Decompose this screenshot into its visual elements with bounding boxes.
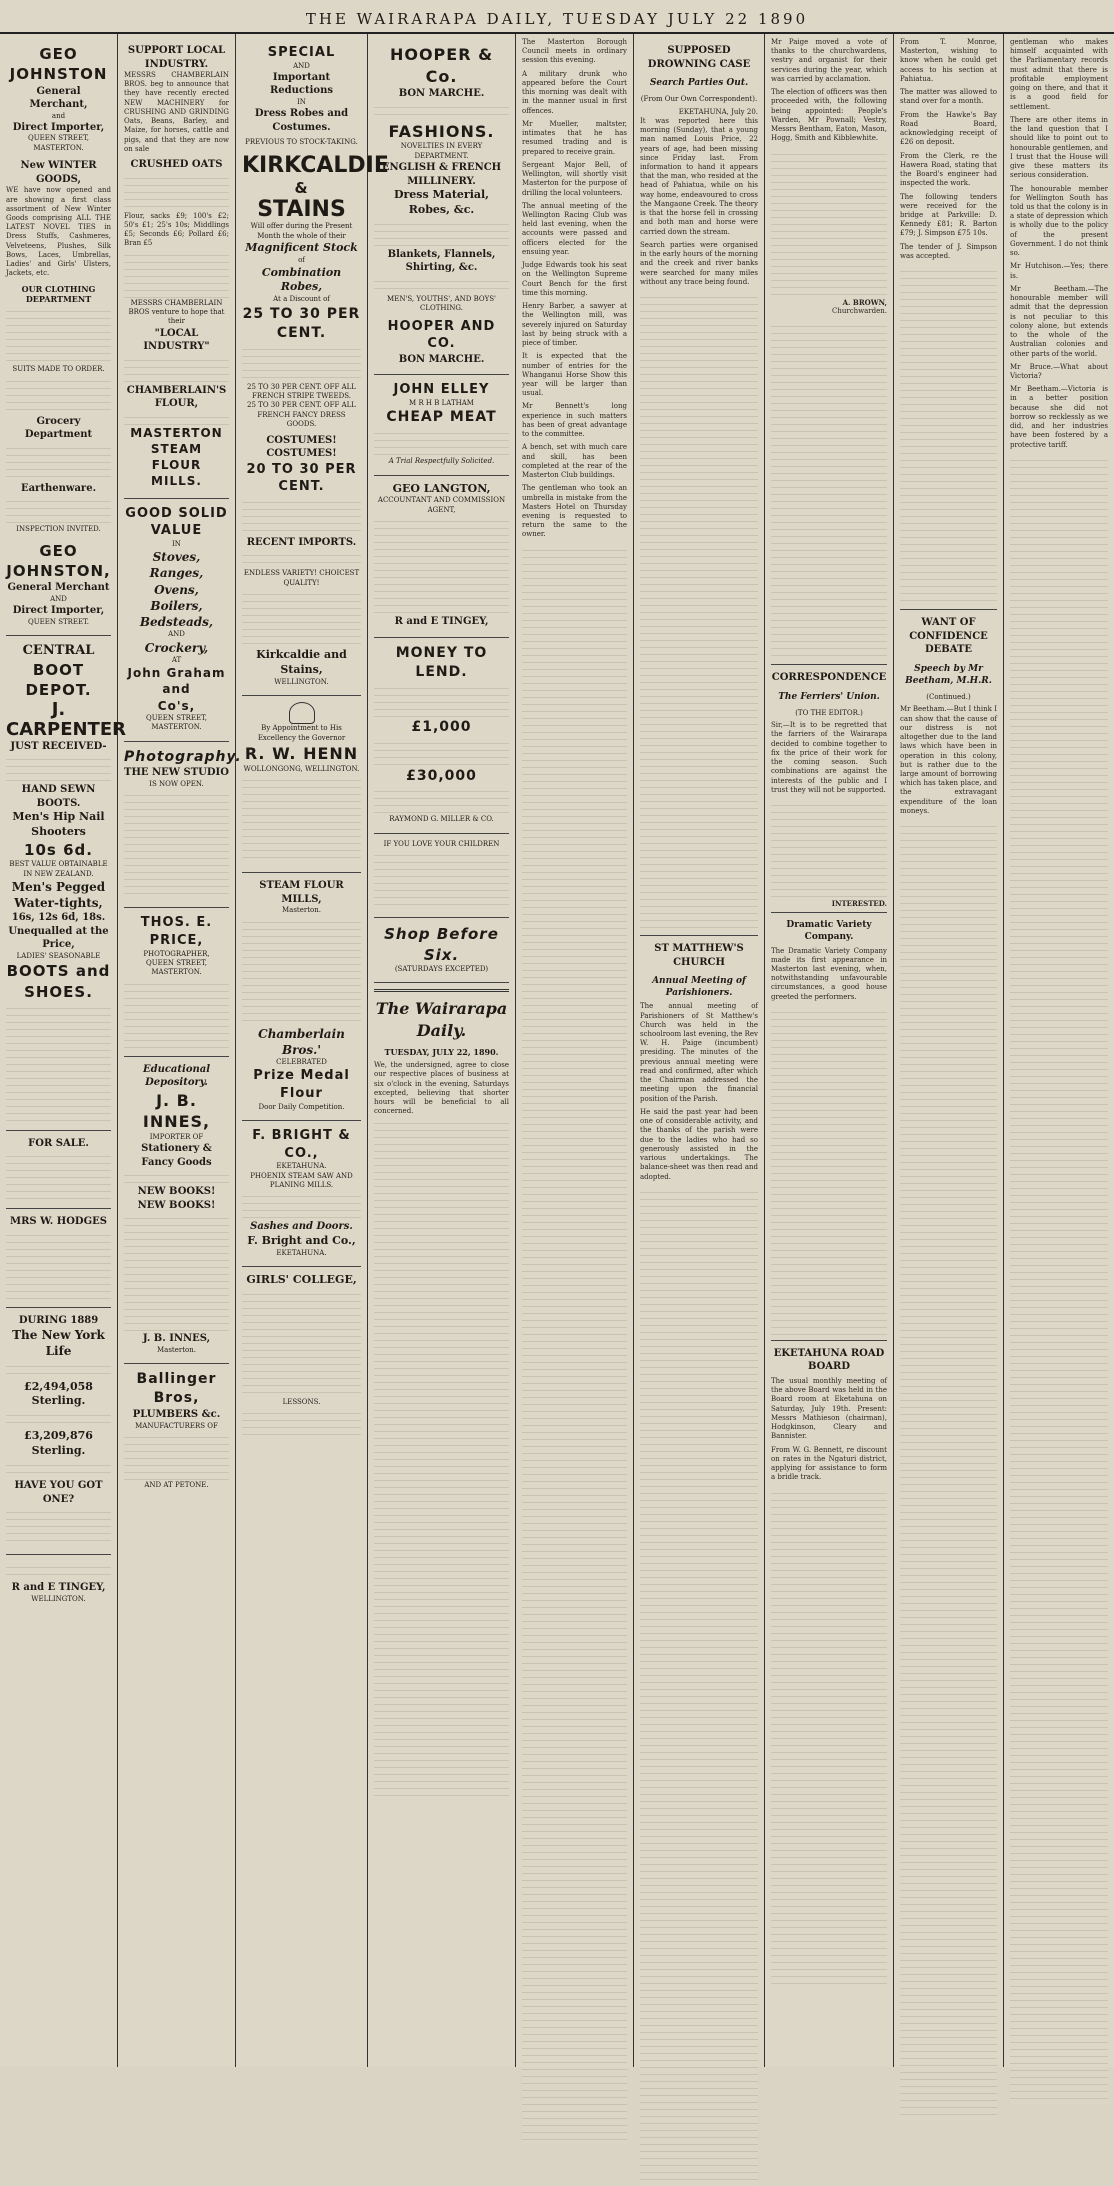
masthead <box>0 0 1114 34</box>
ad-line: (SATURDAYS EXCEPTED) <box>394 964 489 973</box>
ad-line: BOOT DEPOT. <box>25 660 92 699</box>
text-block <box>124 789 229 899</box>
news-paragraph: From T. Monroe, Masterton, wishing to know when he could get access to his section at Pahiatua. <box>900 38 997 83</box>
news-paragraph: Sergeant Major Bell, of Wellington, will shortly visit Masterton for the purpose of drilling the local volunteers. <box>522 160 627 197</box>
ad-line: NEW BOOKS! <box>137 1186 216 1198</box>
text-block <box>6 305 111 365</box>
ad-line: IS NOW OPEN. <box>149 779 204 788</box>
ad-name: THOS. E. PRICE, <box>140 915 213 948</box>
ad-line: QUEEN STREET, MASTERTON. <box>145 958 208 977</box>
column-7 <box>765 34 894 2067</box>
ad-geo-langton <box>374 476 509 638</box>
ad-line: Dress Material, Robes, &c. <box>393 188 490 216</box>
ad-line: LESSONS. <box>282 1398 321 1407</box>
news-paragraph: Mr Beetham.—But I think I can show that the cause of our distress is not altogether due to the land laws which have been in operation in this colony, but is rather due to the large amount of borrowing which has taken place, and the extravagant expenditure of the loan moneys. <box>900 705 997 815</box>
section-headline: CORRESPONDENCE <box>771 672 887 684</box>
ad-line: and <box>51 111 66 120</box>
ad-line: General Merchant <box>7 582 110 594</box>
news-paragraph: Mr Bennett's long experience in such matters has been of great advantage to the committee. <box>522 402 627 439</box>
news-paragraph: The following tenders were received for the bridge at Parkville: D. Kennedy £81; R. Barton £79; J. Simpson £75 10s. <box>900 192 997 238</box>
news-paragraph: From W. G. Bennett, re discount on rates in the Ngaturi district, applying for assistance to form a bridle track. <box>771 1445 887 1482</box>
news-paragraph: Search parties were organised in the early hours of the morning and the creek and river banks were searched for many miles without any trace being found. <box>640 240 758 286</box>
ad-line: QUEEN STREET, <box>145 713 208 722</box>
ad-line: JUST RECEIVED- <box>10 740 107 752</box>
text-block <box>900 820 997 2120</box>
ad-shop-before-six <box>374 918 509 983</box>
news-paragraph: The Masterton Borough Council meets in ordinary session this evening. <box>522 38 627 65</box>
ad-children <box>374 834 509 918</box>
editorial-date: TUESDAY, JULY 22, 1890. <box>384 1047 499 1058</box>
ad-line: GOOD SOLID <box>125 505 228 521</box>
ad-line: WOLLONGONG, WELLINGTON. <box>243 764 360 773</box>
text-block <box>1010 454 1108 2104</box>
news-paragraph: It was reported here this morning (Sunday), that a young man named Louis Price, 22 years of age, had been missing since Friday last. From information to hand it appears that the man, who resided at the head of Pahiatua, while on his way home, endeavoured to cross the Mangaone Creek. The theory is that the horse fell in crossing and both man and horse were carried down the stream. <box>640 116 758 236</box>
ad-line: Ranges, <box>149 566 204 581</box>
ad-line: Dress Robes and Costumes. <box>254 108 349 133</box>
text-block <box>374 101 509 121</box>
divider <box>374 989 509 992</box>
ad-line: STEAM FLOUR MILLS, <box>259 880 344 905</box>
text-block <box>124 354 229 384</box>
divider <box>771 1340 887 1341</box>
ad-line: Direct Importer, <box>12 605 105 617</box>
text-block <box>374 218 509 248</box>
article-subhead: Speech by Mr Beetham, M.H.R. <box>905 663 992 686</box>
ad-geo-johnston <box>6 38 111 636</box>
ad-line: MESSRS CHAMBERLAIN BROS venture to hope that their <box>128 298 225 326</box>
ad-line: WELLINGTON. <box>274 677 329 686</box>
ad-thos-price <box>124 908 229 1056</box>
text-block <box>6 1360 111 1380</box>
ad-line: IF YOU LOVE YOUR CHILDREN <box>383 839 500 848</box>
text-block <box>374 849 509 909</box>
ad-body: WE have now opened and are showing a first class assortment of New Winter Goods comprising ALL THE LATEST NOVEL TIES in Dress Stuffs, Cashmeres, Velveteens, Plushes, Silk Bows, Laces, Umbrellas, Ladies' and Girls' Ulsters, Jackets, etc. <box>6 186 111 278</box>
news-paragraph: Mr Bruce.—What about Victoria? <box>1010 362 1108 380</box>
news-paragraph: Mr Paige moved a vote of thanks to the churchwardens, vestry and organist for their services during the year, which was carried by acclamation. <box>771 38 887 83</box>
news-paragraph: The election of officers was then proceeded with, the following being appointed: People's Warden, Mr Pownall; Vestry, Messrs Bentham, Eaton, Mason, Hogg, Smith and Kibblewhite. <box>771 88 887 143</box>
article-byline: (TO THE EDITOR.) <box>795 708 863 717</box>
ad-name: GEO JOHNSTON, <box>6 541 111 580</box>
ad-jb-innes <box>124 1057 229 1365</box>
text-block <box>124 411 229 425</box>
royal-crest-icon <box>289 702 315 724</box>
ad-line: Educational Depository. <box>142 1063 211 1089</box>
text-block <box>242 1288 361 1398</box>
ad-line: NEW BOOKS! <box>137 1199 216 1211</box>
editorial-body: We, the undersigned, agree to close our respective places of business at six o'clock in the evening, Saturdays excepted, believing that shorter hours will be beneficial to all concerned. <box>374 1061 509 1116</box>
ad-john-elley <box>374 375 509 475</box>
ad-line: Masterton. <box>157 1345 196 1354</box>
ad-line: MASTERTON STEAM <box>130 425 223 457</box>
ad-line: £1,000 <box>411 718 472 735</box>
ad-line: AND AT PETONE. <box>144 1481 209 1490</box>
ad-line: THE NEW STUDIO <box>124 767 229 779</box>
ad-line: MONEY TO LEND. <box>395 644 488 680</box>
ad-new-york-life <box>6 1308 111 1555</box>
ad-f-bright <box>242 1121 361 1267</box>
text-block <box>6 495 111 525</box>
ad-support-local-industry <box>124 38 229 499</box>
ad-line: Combination Robes, <box>261 265 342 294</box>
news-paragraph: gentleman who makes himself acquainted with the Parliamentary records must admit that there is profitable employment going on there, and that it is a good field for settlement. <box>1010 38 1108 111</box>
column-1 <box>0 34 126 2067</box>
ad-line: MEN'S, YOUTHS', AND BOYS' CLOTHING. <box>387 294 496 313</box>
ad-name: R and E TINGEY, <box>394 616 489 628</box>
text-block <box>374 427 509 457</box>
ad-line: Grocery Department <box>24 415 93 441</box>
article-byline: (From Our Own Correspondent). <box>640 95 758 104</box>
column-9 <box>1004 34 1114 2067</box>
text-block <box>374 737 509 767</box>
ad-name: R. W. HENN <box>244 744 359 764</box>
text-block <box>640 291 758 931</box>
ad-line: AND <box>293 61 310 70</box>
ad-john-graham <box>124 499 229 742</box>
text-block <box>771 1487 887 1987</box>
ad-name: Kirkcaldie and Stains, <box>256 648 347 677</box>
news-paragraph: There are other items in the land question that I should like to point out to honourable gentlemen, and I trust that the House will give these matters its serious consideration. <box>1010 115 1108 180</box>
text-block <box>6 1150 111 1200</box>
signature: A. BROWN, <box>842 297 887 307</box>
article-subhead: Search Parties Out. <box>649 78 749 88</box>
text-block <box>124 249 229 299</box>
news-paragraph: Mr Beetham.—Victoria is in a better position because she did not borrow so recklessly as we did, and her industries have been fostered by a protective tariff. <box>1010 385 1108 449</box>
ad-line: 25 TO 30 PER CENT. OFF ALL FRENCH FANCY DRESS GOODS. <box>247 401 356 429</box>
columns <box>0 34 1114 2067</box>
ad-line: NOVELTIES IN EVERY DEPARTMENT. <box>400 142 483 160</box>
news-paragraph: Mr Hutchison.—Yes; there is. <box>1010 262 1108 280</box>
news-paragraph: The honourable member for Wellington South has told us that the colony is in a state of depression which is wholly due to the policy of the present Government. I do not think so. <box>1010 184 1108 258</box>
ad-name: GEO JOHNSTON <box>9 45 108 84</box>
text-block <box>124 978 229 1048</box>
ad-line: SUPPORT LOCAL INDUSTRY. <box>127 45 226 70</box>
article-headline: SUPPOSED DROWNING CASE <box>647 45 751 70</box>
signature: INTERESTED. <box>831 899 887 908</box>
ad-line: Important Reductions <box>269 71 333 97</box>
masthead-title: THE WAIRARAPA DAILY, TUESDAY JULY 22 1890 <box>305 10 809 28</box>
ad-line: The New York Life <box>12 1328 105 1359</box>
ad-line: & <box>294 179 309 198</box>
ad-photography <box>124 742 242 909</box>
ad-line: IN <box>297 97 306 106</box>
signature: Churchwarden. <box>831 306 887 315</box>
news-paragraph: Mr Mueller, maltster, intimates that he has resumed trading and is prepared to receive grain. <box>522 119 627 156</box>
text-block <box>771 799 887 899</box>
news-paragraph: Henry Barber, a sawyer at the Wellington mill, was severely injured on Saturday last by being struck with a piece of timber. <box>522 302 627 348</box>
ad-line: HAND SEWN BOOTS. <box>21 784 96 809</box>
ad-rw-henn <box>242 696 361 873</box>
ad-line: 16s, 12s 6d, 18s. <box>11 912 106 924</box>
ad-name: KIRKCALDIE <box>242 152 389 178</box>
news-paragraph: Judge Edwards took his seat on the Wellington Supreme Court Bench for the first time this morning. <box>522 261 627 297</box>
text-block <box>6 442 111 482</box>
ad-name: GIRLS' COLLEGE, <box>246 1273 357 1287</box>
article-dateline: EKETAHUNA, July 20. <box>678 107 758 116</box>
ad-name: J. B. INNES, <box>142 1333 211 1345</box>
ad-name: STAINS <box>257 197 346 223</box>
news-paragraph: It is expected that the number of entries for the Whanganui Horse Show this year will be larger than usual. <box>522 352 627 398</box>
text-block <box>6 1506 111 1546</box>
ad-line: General Merchant, <box>29 85 88 110</box>
ad-mrs-hodges <box>6 1209 111 1308</box>
ad-line: CRUSHED OATS <box>130 159 223 171</box>
ad-line: Earthenware. <box>20 482 97 494</box>
ad-line: SUITS MADE TO ORDER. <box>12 365 105 374</box>
text-block <box>6 1229 111 1299</box>
ad-name: JOHN ELLEY <box>393 382 490 398</box>
ad-line: RECENT IMPORTS. <box>246 536 357 548</box>
ad-name: F. BRIGHT & CO., <box>252 1128 351 1161</box>
article-byline: (Continued.) <box>926 692 971 701</box>
divider <box>771 664 887 665</box>
ad-money-to-lend <box>374 638 509 834</box>
ad-line: "LOCAL INDUSTRY" <box>143 327 210 353</box>
ad-line: INSPECTION INVITED. <box>16 525 101 534</box>
column-5 <box>516 34 634 2067</box>
ad-line: DURING 1889 <box>18 1314 99 1326</box>
news-paragraph: He said the past year had been one of considerable activity, and the thanks of the parish were due to the ladies who had so generously assisted in the various undertakings. The balance-sheet was then read and adopted. <box>640 1107 758 1181</box>
ad-line: Prize Medal Flour <box>253 1068 350 1102</box>
ad-name: HOOPER AND CO. <box>387 318 496 352</box>
ad-line: QUEEN STREET. <box>27 617 90 626</box>
paper-title: The Wairarapa Daily. <box>375 999 508 1040</box>
ad-line: QUEEN STREET, MASTERTON. <box>27 134 90 152</box>
ad-name: F. Bright and Co., <box>247 1233 356 1247</box>
ad-line: £3,209,876 Sterling. <box>24 1429 93 1458</box>
news-paragraph: The annual meeting of Parishioners of St Matthew's Church was held in the schoolroom last evening, the Rev W. H. Paige (incumbent) presiding. The minutes of the previous annual meeting were read and confirmed, after which the Chairman addressed the meeting upon the financial position of the Parish. <box>640 1002 758 1103</box>
ad-line: PLUMBERS &c. <box>132 1409 221 1421</box>
ad-name: Ballinger Bros, <box>136 1371 217 1407</box>
text-block <box>242 343 361 383</box>
ad-line: CENTRAL <box>22 643 95 658</box>
ad-line: HAVE YOU GOT ONE? <box>14 1480 103 1505</box>
text-block <box>374 275 509 295</box>
text-block <box>374 515 509 615</box>
ad-line: £30,000 <box>406 767 477 784</box>
text-block <box>242 916 361 1026</box>
ad-line: New WINTER GOODS, <box>20 160 97 185</box>
divider <box>771 912 887 913</box>
ad-line: FOR SALE. <box>28 1137 89 1149</box>
ad-line: ENDLESS VARIETY! CHOICEST QUALITY! <box>243 569 360 587</box>
ad-line: OUR CLOTHING DEPARTMENT <box>21 283 96 305</box>
ad-name: HOOPER & Co. <box>389 45 494 86</box>
ad-line: £2,494,058 Sterling. <box>24 1379 93 1408</box>
divider <box>900 609 997 610</box>
ad-line: Will offer during the Present Month the whole of their <box>250 222 353 240</box>
ad-line: BOOTS and SHOES. <box>6 962 111 1001</box>
text-block <box>242 1190 361 1220</box>
news-paragraph: The annual meeting of the Wellington Racing Club was held last evening, when the accounts were passed and officers elected for the ensuing year. <box>522 201 627 256</box>
news-paragraph: The gentleman who took an umbrella in mistake from the Masters Hotel on Thursday evening is requested to return the same to the owner. <box>522 484 627 539</box>
ad-line: ENGLISH & FRENCH MILLINERY. <box>381 162 502 187</box>
ad-kirkcaldie-stains <box>242 38 389 696</box>
ad-line: Door Daily Competition. <box>258 1102 345 1111</box>
ad-line: FASHIONS. <box>388 121 495 141</box>
ad-line: CHAMBERLAIN'S FLOUR, <box>126 384 227 410</box>
text-block <box>124 172 229 212</box>
ad-line: By Appointment to His Excellency the Governor <box>257 724 346 742</box>
ad-line: Bedsteads, <box>139 614 214 629</box>
text-block <box>374 682 509 718</box>
divider <box>640 935 758 936</box>
ad-line: PREVIOUS TO STOCK-TAKING. <box>245 138 358 147</box>
text-block <box>124 1169 229 1185</box>
ad-line: ACCOUNTANT AND COMMISSION AGENT, <box>377 496 506 514</box>
ad-line: AND <box>168 630 185 639</box>
news-paragraph: Sir,—It is to be regretted that the farriers of the Wairarapa decided to combine together to fix the price of their work for the coming season. Such combinations are against the interests of the public and I trust they will not be supported. <box>771 721 887 794</box>
text-block <box>374 785 509 815</box>
text-block <box>124 1431 229 1481</box>
column-2 <box>118 34 242 2067</box>
text-block <box>6 1459 111 1479</box>
ad-line: At a Discount of <box>273 295 330 304</box>
ad-line: BEST VALUE OBTAINABLE IN NEW ZEALAND. <box>9 860 108 878</box>
text-block <box>124 1212 229 1332</box>
text-block <box>242 1407 361 1437</box>
ad-line: Direct Importer, <box>12 121 105 133</box>
ad-line: EKETAHUNA. <box>276 1248 327 1257</box>
ad-name: Co's, <box>157 698 196 713</box>
news-paragraph: The matter was allowed to stand over for a month. <box>900 88 997 106</box>
ad-line: Ovens, <box>154 582 199 597</box>
ad-line: Magnificent Stock <box>245 241 358 255</box>
ad-tingey <box>6 1555 111 1612</box>
news-paragraph: From the Hawke's Bay Road Board, acknowledging receipt of £26 on deposit. <box>900 110 997 147</box>
text-block <box>522 544 627 2144</box>
ad-line: MANUFACTURERS OF <box>135 1421 218 1430</box>
ad-ballinger-bros <box>124 1364 229 1498</box>
text-block <box>6 753 111 783</box>
ad-line: Photography. <box>124 748 242 765</box>
ad-line: IMPORTER OF <box>149 1133 204 1141</box>
column-8 <box>894 34 1004 2067</box>
ad-line: CHEAP MEAT <box>386 409 497 426</box>
ad-line: AND <box>50 594 67 603</box>
ad-for-sale <box>6 1131 111 1210</box>
ad-name: J. CARPENTER <box>6 699 126 740</box>
ad-line: Crockery, <box>144 640 209 655</box>
ad-line: Sashes and Doors. <box>250 1221 353 1233</box>
ad-body: Flour, sacks £9; 100's £2; 50's £1; 25's 10s; Middlings £5; Seconds £6; Pollard £6; Bran £5 <box>124 211 229 248</box>
text-block <box>6 1561 111 1581</box>
ad-line: RAYMOND G. MILLER & CO. <box>389 815 494 824</box>
ad-name: Chamberlain Bros.' <box>258 1026 345 1057</box>
news-paragraph: The tender of J. Simpson was accepted. <box>900 242 997 260</box>
text-block <box>6 1409 111 1429</box>
text-block <box>242 588 361 648</box>
text-block <box>771 320 887 660</box>
editorial <box>374 998 509 1796</box>
article-headline: WANT OF CONFIDENCE DEBATE <box>909 617 988 656</box>
ad-line: A Trial Respectfully Solicited. <box>388 457 495 466</box>
ad-central-boot-depot <box>6 636 126 1131</box>
column-6 <box>634 34 765 2067</box>
ad-steam-flour-mills <box>242 873 361 1121</box>
text-block <box>242 774 361 864</box>
news-paragraph: The usual monthly meeting of the above Board was held in the Board room at Eketahuna on Saturday, July 19th. Present: Messrs Mathieson (chairman), Hodgkinson, Cleary and Bannister. <box>771 1376 887 1441</box>
text-block <box>640 1186 758 2186</box>
ad-line: BON MARCHE. <box>398 353 485 365</box>
ad-line: Men's Pegged Water-tights, <box>11 879 106 911</box>
ad-line: AT <box>171 655 182 664</box>
text-block <box>6 1002 111 1122</box>
ad-line: CELEBRATED <box>276 1058 327 1067</box>
ad-line: Boilers, <box>150 598 203 613</box>
ad-line: 20 TO 30 PER CENT. <box>246 461 357 495</box>
ad-line: Men's Hip Nail Shooters <box>12 810 105 838</box>
news-paragraph: From the Clerk, re the Hawera Road, stating that the Board's engineer had inspected the work. <box>900 151 997 188</box>
ad-body: MESSRS CHAMBERLAIN BROS. beg to announce that they have recently erected NEW MACHINERY for CRUSHING AND GRINDING Oats, Beans, Barley, and Maize, for horses, cattle and pigs, and that they are now on sale <box>124 71 229 153</box>
ad-line: MASTERTON. <box>151 723 202 732</box>
article-headline: Dramatic Variety Company. <box>786 920 872 943</box>
ad-line: Blankets, Flannels, Shirting, &c. <box>387 248 496 274</box>
ad-name: GEO LANGTON, <box>392 481 491 495</box>
ad-line: PHOENIX STEAM SAW AND PLANING MILLS. <box>250 1171 353 1189</box>
text-block <box>374 1117 509 1797</box>
ad-line: Stationery & Fancy Goods <box>141 1143 212 1168</box>
ad-line: Stoves, <box>152 550 201 565</box>
article-subhead: The Ferriers' Union. <box>778 691 880 702</box>
text-block <box>242 549 361 569</box>
text-block <box>6 375 111 415</box>
news-paragraph: The Dramatic Variety Company made its first appearance in Masterton last evening, when, notwithstanding unfavourable circumstances, a good house greeted the performers. <box>771 946 887 1001</box>
news-paragraph: A military drunk who appeared before the Court this morning was dealt with in the manner usual in first offences. <box>522 69 627 115</box>
article-headline: EKETAHUNA ROAD BOARD <box>773 1347 885 1373</box>
ad-line: COSTUMES! COSTUMES! <box>266 434 337 460</box>
article-subhead: Annual Meeting of Parishioners. <box>652 976 746 999</box>
ad-line: VALUE <box>150 523 203 539</box>
text-block <box>771 1006 887 1336</box>
ad-line: IN <box>172 539 181 548</box>
text-block <box>242 496 361 536</box>
ad-hooper-co <box>374 38 509 375</box>
ad-line: BON MARCHE. <box>398 88 485 100</box>
ad-line: R and E TINGEY, <box>11 1582 106 1594</box>
ad-line: SPECIAL <box>267 45 336 60</box>
article-headline: ST MATTHEW'S CHURCH <box>654 943 744 968</box>
ad-line: LADIES' SEASONABLE <box>16 951 101 960</box>
news-paragraph: Mr Beetham.—The honourable member will admit that the depression is not peculiar to this colony alone, but extends to the whole of the Australian colonies and other parts of the world. <box>1010 284 1108 358</box>
ad-line: PHOTOGRAPHER, <box>143 949 210 958</box>
column-3 <box>236 34 389 2067</box>
ad-line: Shop Before Six. <box>384 925 499 964</box>
ad-name: John Graham and <box>127 666 226 697</box>
ad-line: MRS W. HODGES <box>10 1216 107 1228</box>
ad-line: Masterton. <box>282 906 321 915</box>
ad-line: of <box>298 256 305 265</box>
news-paragraph: A bench, set with much care and skill, has been completed at the rear of the Masterton Club buildings. <box>522 443 627 480</box>
ad-name: J. B. INNES, <box>142 1090 211 1132</box>
text-block <box>771 148 887 298</box>
ad-line: 25 TO 30 PER CENT. OFF ALL FRENCH STRIPE TWEEDS. <box>247 382 356 400</box>
ad-line: WELLINGTON. <box>31 1594 86 1603</box>
ad-line: M R H B LATHAM <box>409 398 474 407</box>
ad-line: 25 TO 30 PER CENT. <box>242 305 361 341</box>
column-4 <box>368 34 516 2067</box>
ad-line: 10s 6d. <box>24 840 93 859</box>
ad-line: Unequalled at the Price, <box>8 925 109 951</box>
ad-line: FLOUR MILLS. <box>151 458 202 489</box>
ad-line: EKETAHUNA. <box>276 1162 327 1171</box>
text-block <box>900 265 997 605</box>
ad-girls-college <box>242 1267 361 1445</box>
